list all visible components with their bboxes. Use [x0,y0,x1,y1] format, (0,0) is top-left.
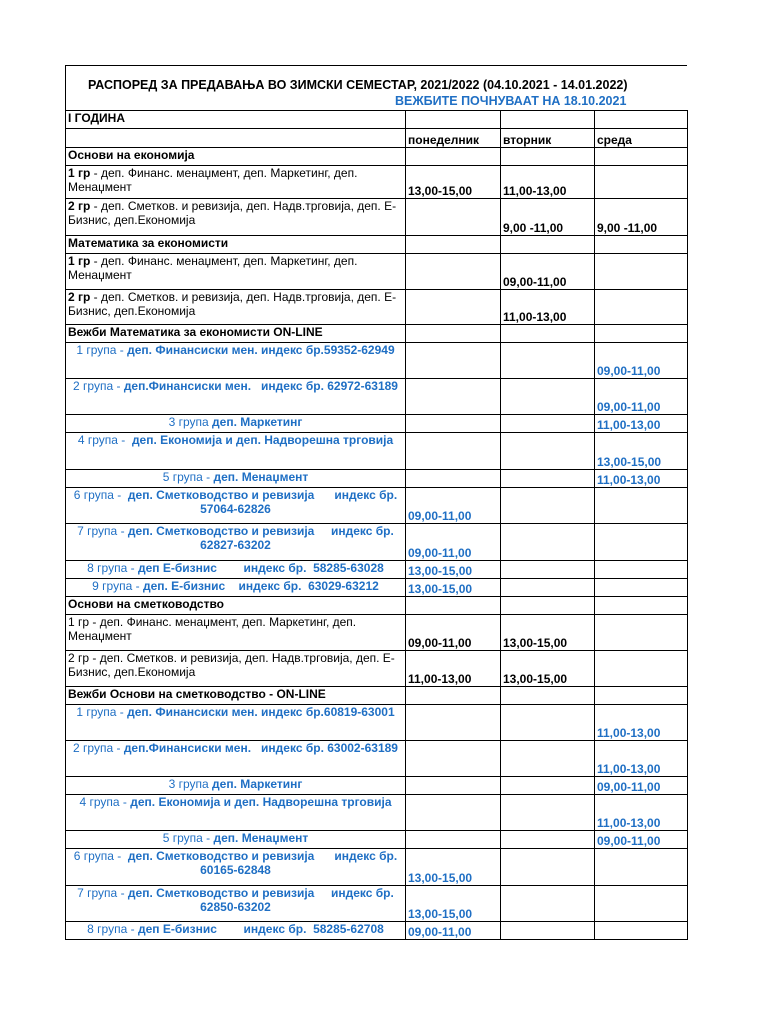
time-wednesday [595,615,688,651]
schedule-table [65,110,688,940]
time-wednesday [595,886,688,922]
exercise-group-description [66,705,406,741]
exercise-group-number: 7 група [77,524,118,538]
exercise-group-department: деп. Менаџмент [213,470,309,484]
lecture-group-description [66,199,406,236]
empty-cell [501,148,595,166]
exercise-group-department: деп. Економија и деп. Надворешна трговија [131,433,394,447]
time-tuesday [501,343,595,379]
lecture-departments: - деп. Финанс. менаџмент, деп. Маркетинг, деп. Менаџмент [68,166,358,194]
exercises-start-note: ВЕЖБИТЕ ПОЧНУВААТ НА 18.10.2021 [395,94,627,108]
group-separator: - [116,343,128,357]
exercise-group-description [66,470,406,488]
empty-cell [501,597,595,615]
time-monday: 09,00-11,00 [406,524,501,561]
exercise-group-department: деп. Сметководство и ревизија индекс бр. 62827-63202 [127,524,398,552]
exercise-group-number: 1 група [76,705,117,719]
exercise-group-row [66,579,688,597]
time-monday [406,470,501,488]
group-separator: - [113,741,124,755]
empty-cell [595,111,688,129]
time-tuesday [501,379,595,415]
empty-cell [595,325,688,343]
time-monday: 09,00-11,00 [406,615,501,651]
time-wednesday [595,254,688,290]
exercise-group-description [66,433,406,470]
exercise-group-number: 4 група [79,795,120,809]
group-separator: - [127,922,138,936]
empty-cell [406,687,501,705]
group-separator: - [127,561,138,575]
course-title: Вежби Основи на сметководство - ON-LINE [66,687,406,705]
time-wednesday [595,166,688,199]
exercise-group-row [66,343,688,379]
empty-cell [501,325,595,343]
group-separator: - [113,379,124,393]
time-tuesday [501,777,595,795]
lecture-group-description [66,166,406,199]
empty-cell [501,111,595,129]
group-separator: - [202,470,214,484]
group-separator: - [117,524,128,538]
exercise-group-number: 1 група [76,343,117,357]
lecture-group-row [66,615,688,651]
lecture-departments: 2 гр - деп. Сметков. и ревизија, деп. Надв.трговија, деп. Е-Бизнис, деп.Економија [68,651,395,679]
section-row [66,597,688,615]
days-header-row [66,129,688,148]
group-separator: - [113,849,128,863]
time-monday: 09,00-11,00 [406,488,501,524]
exercise-group-description [66,886,406,922]
exercise-group-number: 3 група [168,415,209,429]
exercise-group-description [66,849,406,886]
course-title: Математика за економисти [66,236,406,254]
course-title: Основи на економија [66,148,406,166]
exercise-group-department: деп. Е-бизнис индекс бр. 63029-63212 [142,579,379,593]
exercise-group-department: деп. Маркетинг [212,415,303,429]
time-wednesday: 13,00-15,00 [595,433,688,470]
exercise-group-department: деп. Сметководство и ревизија индекс бр. 60165-62848 [127,849,401,877]
time-monday [406,343,501,379]
time-tuesday [501,886,595,922]
exercise-group-number: 4 група [77,433,118,447]
year-label: I ГОДИНА [66,111,406,129]
lecture-group-row [66,290,688,325]
empty-cell [406,325,501,343]
time-monday: 13,00-15,00 [406,886,501,922]
empty-cell [595,597,688,615]
exercise-group-row [66,561,688,579]
time-monday: 09,00-11,00 [406,922,501,940]
exercise-group-description [66,741,406,777]
exercise-group-department: деп. Финансиски мен. индекс бр.59352-62949 [127,343,395,357]
exercise-group-description [66,343,406,379]
time-monday [406,741,501,777]
time-monday [406,705,501,741]
exercise-group-number: 8 група [87,561,128,575]
exercise-group-row [66,705,688,741]
time-tuesday [501,561,595,579]
time-wednesday: 09,00-11,00 [595,379,688,415]
time-wednesday [595,849,688,886]
exercise-group-row [66,922,688,940]
day-header-monday: понеделник [406,129,501,148]
empty-cell [66,129,406,148]
group-separator: - [116,705,128,719]
time-wednesday [595,290,688,325]
exercise-group-number: 3 група [168,777,209,791]
empty-cell [595,236,688,254]
time-tuesday: 09,00-11,00 [501,254,595,290]
exercise-group-row [66,524,688,561]
time-tuesday [501,922,595,940]
time-tuesday: 11,00-13,00 [501,290,595,325]
time-monday [406,254,501,290]
time-wednesday: 11,00-13,00 [595,705,688,741]
lecture-group-row [66,254,688,290]
section-row [66,325,688,343]
time-monday [406,415,501,433]
exercise-group-description [66,777,406,795]
exercise-group-row [66,886,688,922]
exercise-group-row [66,741,688,777]
time-wednesday: 11,00-13,00 [595,470,688,488]
exercise-group-number: 6 група [73,488,114,502]
time-tuesday [501,470,595,488]
exercise-group-number: 2 група [73,741,114,755]
time-wednesday: 09,00-11,00 [595,343,688,379]
exercise-group-row [66,470,688,488]
time-tuesday: 13,00-15,00 [501,615,595,651]
lecture-group-number: 2 гр [68,199,91,213]
exercise-group-description [66,579,406,597]
exercise-group-department: деп Е-бизнис индекс бр. 58285-62708 [137,922,384,936]
time-tuesday [501,579,595,597]
exercise-group-number: 8 група [87,922,128,936]
time-wednesday: 09,00-11,00 [595,777,688,795]
group-separator: - [132,579,143,593]
time-tuesday [501,849,595,886]
time-wednesday [595,524,688,561]
lecture-departments: - деп. Сметков. и ревизија, деп. Надв.трговија, деп. Е-Бизнис, деп.Економија [68,199,397,227]
section-row [66,236,688,254]
empty-cell [406,236,501,254]
exercise-group-description [66,415,406,433]
lecture-group-description [66,615,406,651]
exercise-group-row [66,415,688,433]
exercise-group-department: деп.Финансиски мен. индекс бр. 63002-63189 [123,741,398,755]
time-tuesday: 9,00 -11,00 [501,199,595,236]
time-monday [406,290,501,325]
year-row [66,111,688,129]
time-wednesday: 11,00-13,00 [595,741,688,777]
exercise-group-description [66,488,406,524]
empty-cell [595,148,688,166]
empty-cell [406,111,501,129]
exercise-group-department: деп. Финансиски мен. индекс бр.60819-63001 [127,705,395,719]
exercise-group-row [66,777,688,795]
exercise-group-number: 6 група [73,849,114,863]
group-separator: - [202,831,214,845]
time-monday: 13,00-15,00 [406,561,501,579]
exercise-group-row [66,831,688,849]
section-row [66,148,688,166]
lecture-departments: - деп. Финанс. менаџмент, деп. Маркетинг, деп. Менаџмент [68,254,358,282]
empty-cell [501,236,595,254]
lecture-group-number: 2 гр [68,290,91,304]
lecture-group-row [66,651,688,687]
group-separator: - [119,795,131,809]
group-separator: - [113,488,128,502]
time-wednesday [595,651,688,687]
time-monday: 13,00-15,00 [406,166,501,199]
time-tuesday [501,795,595,831]
time-monday [406,795,501,831]
empty-cell [406,148,501,166]
day-header-tuesday: вторник [501,129,595,148]
empty-cell [406,597,501,615]
group-separator: - [117,433,132,447]
exercise-group-department: деп. Маркетинг [212,777,303,791]
empty-cell [595,687,688,705]
day-header-wednesday: среда [595,129,688,148]
lecture-group-row [66,199,688,236]
lecture-group-description [66,290,406,325]
course-title: Вежби Математика за економисти ON-LINE [66,325,406,343]
exercise-group-department: деп. Менаџмент [213,831,309,845]
lecture-departments: 1 гр - деп. Финанс. менаџмент, деп. Маркетинг, деп. Менаџмент [68,615,357,643]
time-wednesday [595,488,688,524]
time-monday [406,433,501,470]
time-tuesday [501,524,595,561]
schedule-title: РАСПОРЕД ЗА ПРЕДАВАЊА ВО ЗИМСКИ СЕМЕСТАР, 2021/2022 (04.10.2021 - 14.01.2022) [88,78,628,92]
time-tuesday [501,433,595,470]
time-tuesday [501,705,595,741]
exercise-group-row [66,379,688,415]
exercise-group-description [66,524,406,561]
time-wednesday: 11,00-13,00 [595,795,688,831]
time-monday [406,777,501,795]
time-monday: 11,00-13,00 [406,651,501,687]
exercise-group-description [66,561,406,579]
time-wednesday [595,922,688,940]
time-monday: 13,00-15,00 [406,579,501,597]
lecture-departments: - деп. Сметков. и ревизија, деп. Надв.трговија, деп. Е-Бизнис, деп.Економија [68,290,397,318]
time-tuesday [501,831,595,849]
exercise-group-number: 7 група [77,886,118,900]
exercise-group-row [66,433,688,470]
exercise-group-number: 5 група [162,831,203,845]
exercise-group-description [66,795,406,831]
time-monday [406,199,501,236]
time-tuesday [501,415,595,433]
exercise-group-department: деп. Економија и деп. Надворешна трговија [130,795,392,809]
exercise-group-department: деп. Сметководство и ревизија индекс бр. 62850-63202 [127,886,398,914]
exercise-group-number: 2 група [73,379,114,393]
exercise-group-description [66,922,406,940]
course-title: Основи на сметководство [66,597,406,615]
time-monday [406,831,501,849]
exercise-group-department: деп.Финансиски мен. индекс бр. 62972-63189 [123,379,398,393]
time-wednesday: 9,00 -11,00 [595,199,688,236]
time-wednesday: 11,00-13,00 [595,415,688,433]
time-wednesday: 09,00-11,00 [595,831,688,849]
time-wednesday [595,579,688,597]
lecture-group-number: 1 гр [68,166,91,180]
lecture-group-description [66,254,406,290]
exercise-group-number: 5 група [162,470,203,484]
time-wednesday [595,561,688,579]
empty-cell [501,687,595,705]
section-row [66,687,688,705]
time-tuesday [501,488,595,524]
exercise-group-description [66,379,406,415]
time-monday: 13,00-15,00 [406,849,501,886]
group-separator: - [117,886,128,900]
exercise-group-description [66,831,406,849]
lecture-group-description [66,651,406,687]
exercise-group-row [66,795,688,831]
exercise-group-department: деп. Сметководство и ревизија индекс бр. 57064-62826 [127,488,401,516]
exercise-group-row [66,488,688,524]
exercise-group-row [66,849,688,886]
lecture-group-row [66,166,688,199]
time-tuesday: 11,00-13,00 [501,166,595,199]
exercise-group-number: 9 група [92,579,133,593]
time-tuesday: 13,00-15,00 [501,651,595,687]
exercise-group-department: деп Е-бизнис индекс бр. 58285-63028 [137,561,384,575]
time-monday [406,379,501,415]
lecture-group-number: 1 гр [68,254,91,268]
time-tuesday [501,741,595,777]
